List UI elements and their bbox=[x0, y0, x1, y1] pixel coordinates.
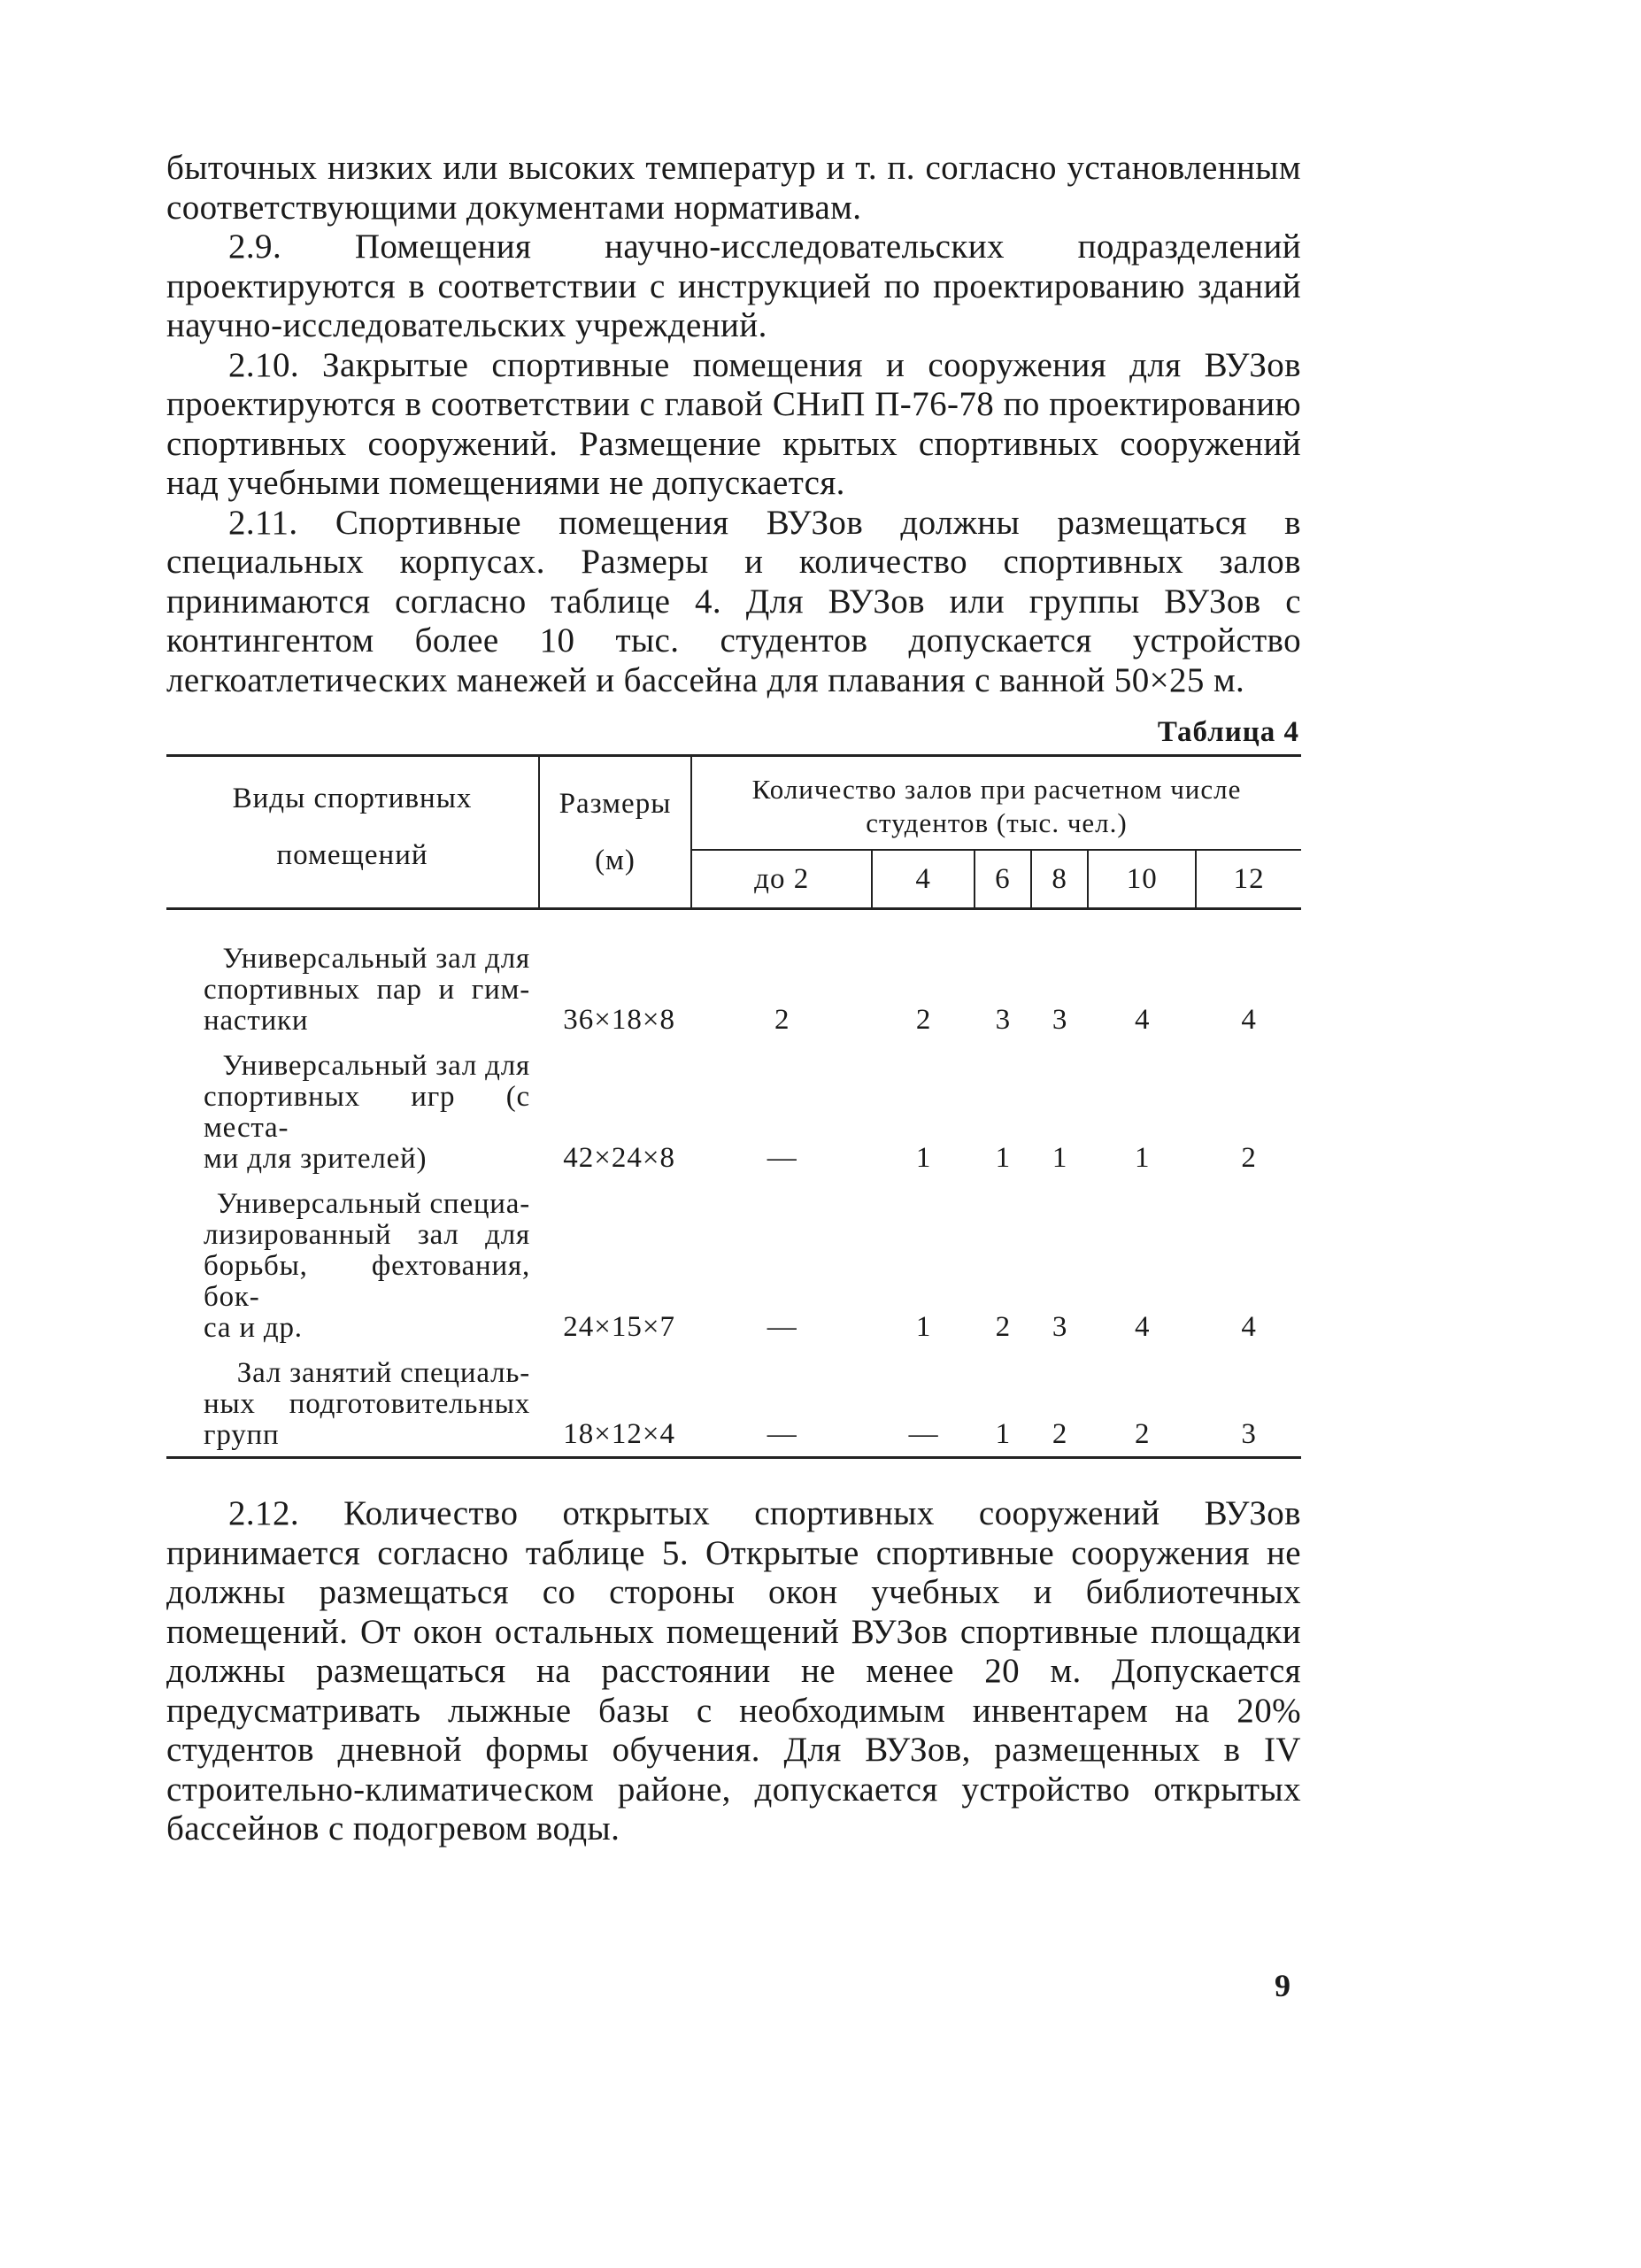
row-value: — bbox=[908, 1418, 938, 1450]
header-col: 4 bbox=[872, 850, 974, 909]
row-kind-line: настики bbox=[204, 1005, 309, 1037]
row-value: — bbox=[767, 1418, 797, 1450]
row-value: 1 bbox=[995, 1418, 1011, 1450]
row-kind-line: ных подготовительных bbox=[204, 1388, 530, 1420]
row-kind-line: Универсальный зал для bbox=[222, 943, 530, 975]
row-kind-line: ми для зрителей) bbox=[204, 1143, 428, 1175]
header-col: 8 bbox=[1031, 850, 1088, 909]
row-value: 4 bbox=[1135, 1004, 1150, 1036]
header-count-title: Количество залов при расчетном числе студентов (тыс. чел.) bbox=[691, 756, 1301, 850]
page-number: 9 bbox=[1275, 1968, 1290, 2003]
table-row bbox=[166, 1040, 1301, 1178]
row-value: 2 bbox=[1135, 1418, 1150, 1450]
row-value: 2 bbox=[995, 1311, 1011, 1343]
table-caption: Таблица 4 bbox=[1157, 716, 1299, 748]
header-size bbox=[539, 756, 691, 909]
row-value: 1 bbox=[995, 1142, 1011, 1174]
table-row bbox=[166, 1347, 1301, 1454]
header-kind bbox=[166, 756, 539, 909]
row-size: 42×24×8 bbox=[563, 1142, 675, 1174]
row-value: 4 bbox=[1241, 1311, 1256, 1343]
row-kind-line: са и др. bbox=[204, 1312, 303, 1344]
sports-halls-table bbox=[166, 754, 1301, 1459]
row-kind-line: Зал занятий специаль- bbox=[236, 1357, 530, 1389]
header-col: 10 bbox=[1088, 850, 1196, 909]
row-value: 2 bbox=[774, 1004, 790, 1036]
row-kind-line: борьбы, фехтования, бок- bbox=[204, 1250, 530, 1313]
row-value: 1 bbox=[1135, 1142, 1150, 1174]
row-value: 2 bbox=[1241, 1142, 1256, 1174]
row-kind-line: спортивных пар и гим- bbox=[204, 974, 530, 1006]
paragraph-2-10: 2.10. Закрытые спортивные помещения и сооружения для ВУЗов проектируются в соответствии с главой СНиП П-76-78 по проектированию спортивных сооружений. Размещение крытых спортивных сооружений над учебными помещениями не допускается. bbox=[166, 345, 1301, 502]
row-value: 3 bbox=[1241, 1418, 1256, 1450]
row-value: 3 bbox=[1052, 1311, 1067, 1343]
row-value: 1 bbox=[915, 1311, 931, 1343]
document-page bbox=[166, 149, 1301, 1849]
paragraph-2-11: 2.11. Спортивные помещения ВУЗов должны размещаться в специальных корпусах. Размеры и количество спортивных залов принимаются согласно таблице 4. Для ВУЗов или группы ВУЗов с контингентом более 10 тыс. студентов допускается устройство легкоатлетических манежей и бассейна для плавания с ванной 50×25 м. bbox=[166, 503, 1301, 699]
row-value: 1 bbox=[915, 1142, 931, 1174]
header-size-line2: (м) bbox=[595, 845, 636, 876]
row-kind-line: групп bbox=[204, 1419, 280, 1451]
table-row bbox=[166, 933, 1301, 1040]
header-kind-line1: Виды спортивных bbox=[232, 783, 473, 814]
row-size: 18×12×4 bbox=[563, 1418, 675, 1450]
row-value: 1 bbox=[1052, 1142, 1067, 1174]
header-col: 12 bbox=[1196, 850, 1301, 909]
row-kind-line: лизированный зал для bbox=[204, 1219, 530, 1251]
row-kind bbox=[166, 933, 539, 1040]
row-value: — bbox=[767, 1142, 797, 1174]
table-row bbox=[166, 1178, 1301, 1347]
row-value: 3 bbox=[1052, 1004, 1067, 1036]
row-kind-line: Универсальный зал для bbox=[222, 1050, 530, 1082]
paragraph-2-9: 2.9. Помещения научно-исследовательских подразделений проектируются в соответствии с инструкцией по проектированию зданий научно-исследовательских учреждений. bbox=[166, 228, 1301, 344]
header-col: до 2 bbox=[754, 862, 810, 895]
row-value: 3 bbox=[995, 1004, 1011, 1036]
paragraph-2-12: 2.12. Количество открытых спортивных сооружений ВУЗов принимается согласно таблице 5. Открытые спортивные сооружения не должны размещаться со стороны окон учебных и библиотечных помещений. От окон остальных помещений ВУЗов спортивные площадки должны размещаться на расстоянии не менее 20 м. Допускается предусматривать лыжные базы с необходимым инвентарем на 20% студентов дневной формы обучения. Для ВУЗов, размещенных в IV строительно-климатическом районе, допускается устройство открытых бассейнов с подогревом воды. bbox=[166, 1494, 1301, 1848]
row-value: — bbox=[767, 1311, 797, 1343]
row-value: 2 bbox=[915, 1004, 931, 1036]
header-kind-line2: помещений bbox=[276, 839, 428, 871]
row-kind-line: Универсальный специа- bbox=[216, 1188, 530, 1220]
row-value: 4 bbox=[1241, 1004, 1256, 1036]
row-value: 4 bbox=[1135, 1311, 1150, 1343]
header-size-line1: Размеры bbox=[559, 788, 672, 820]
row-size: 36×18×8 bbox=[563, 1004, 675, 1036]
row-value: 2 bbox=[1052, 1418, 1067, 1450]
paragraph-continuation: быточных низких или высоких температур и т. п. согласно установленным соответствующими документами нормативам. bbox=[166, 149, 1301, 227]
row-kind-line: спортивных игр (с места- bbox=[204, 1081, 530, 1144]
row-kind bbox=[166, 1040, 539, 1178]
row-size: 24×15×7 bbox=[563, 1311, 675, 1343]
row-kind bbox=[166, 1178, 539, 1347]
header-col: 6 bbox=[975, 850, 1031, 909]
row-kind bbox=[166, 1347, 539, 1454]
